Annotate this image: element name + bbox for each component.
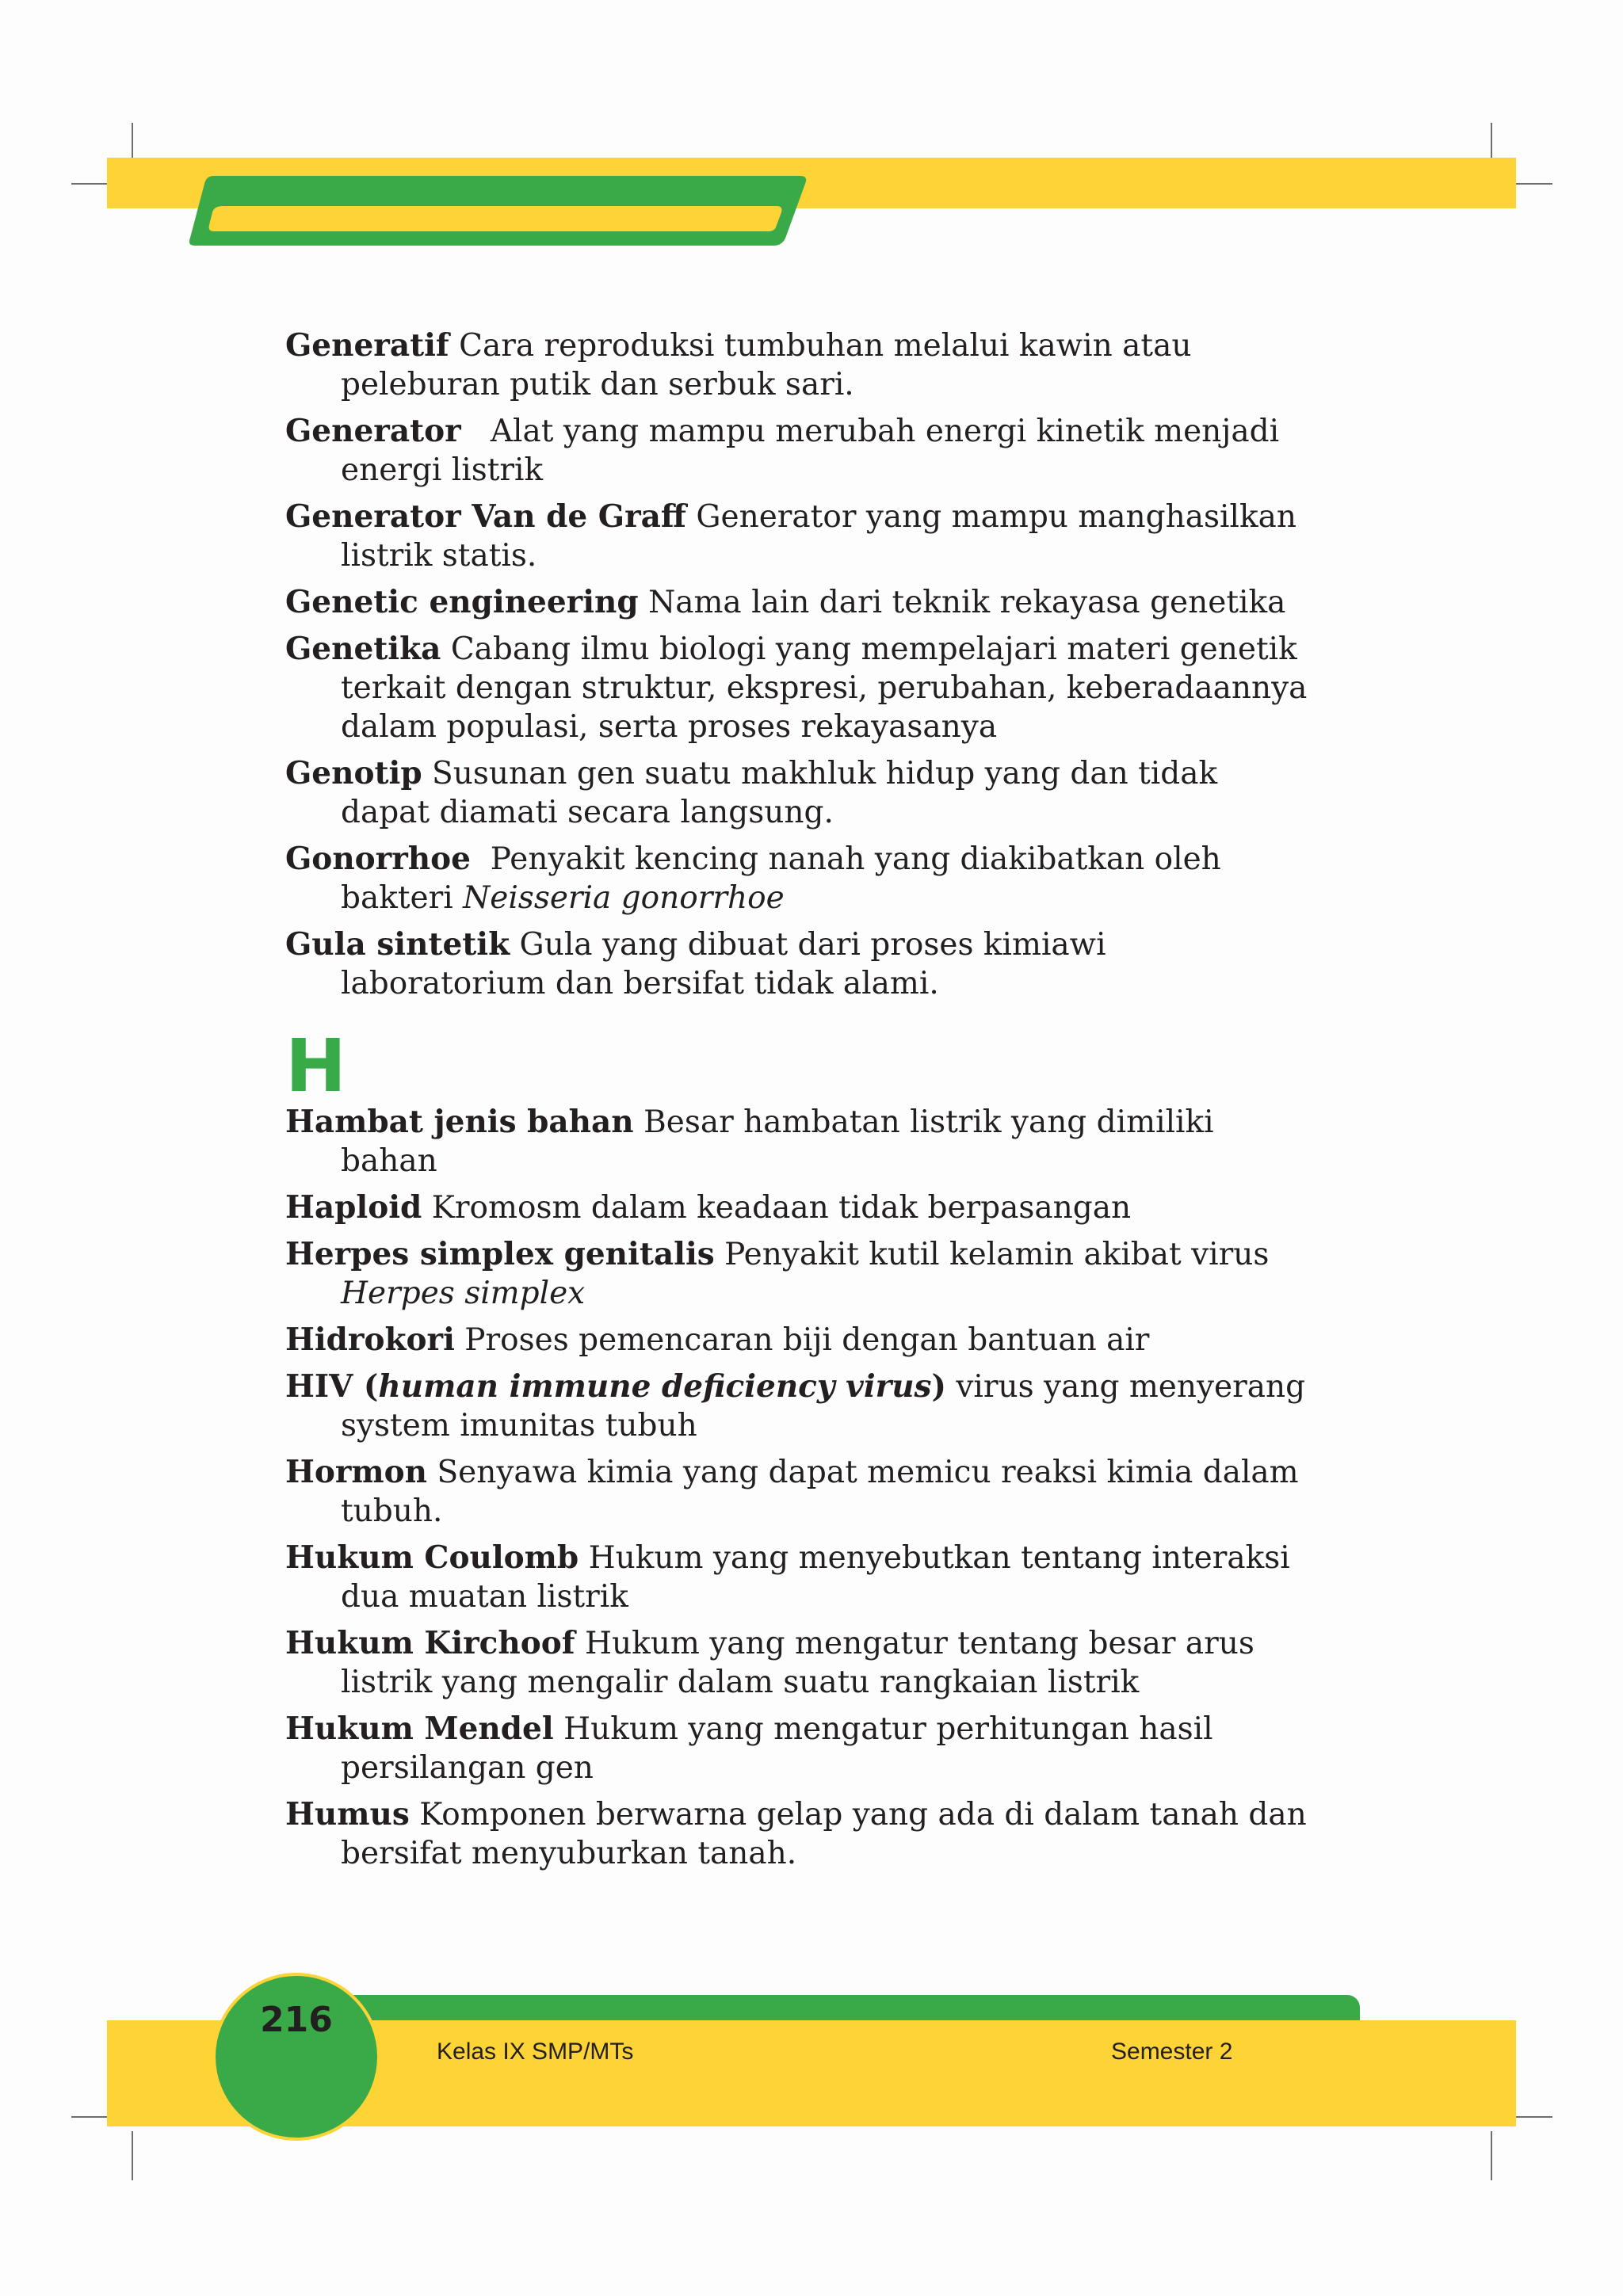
glossary-entry — [285, 583, 1316, 622]
glossary-entry — [285, 1710, 1316, 1787]
glossary-entry — [285, 1367, 1316, 1445]
glossary-definition: Senyawa kimia yang dapat memicu reaksi kimia dalam tubuh. — [341, 1455, 1299, 1529]
glossary-term: Genetika — [285, 631, 441, 667]
footer-stripe — [349, 1995, 1360, 2020]
scientific-name: Herpes simplex — [341, 1276, 586, 1311]
glossary-term: Gula sintetik — [285, 926, 510, 963]
glossary-term: Hukum Kirchoof — [285, 1625, 575, 1661]
glossary-definition: Penyakit kutil kelamin akibat virus — [724, 1237, 1270, 1272]
glossary-entry — [285, 630, 1316, 746]
glossary-definition: virus yang menyerang system imunitas tubuh — [341, 1369, 1306, 1444]
page-number-badge — [212, 1973, 380, 2141]
glossary-term: Herpes simplex genitalis — [285, 1236, 715, 1272]
glossary-term: Genetic engineering — [285, 584, 639, 620]
glossary-entry — [285, 498, 1316, 575]
glossary-entry — [285, 1321, 1316, 1360]
header-tab — [184, 173, 808, 249]
glossary-term: Generator — [285, 413, 461, 449]
glossary-definition: Kromosm dalam keadaan tidak berpasangan — [431, 1190, 1132, 1226]
glossary-entry — [285, 1539, 1316, 1616]
book-title: Kelas IX SMP/MTs — [437, 2039, 634, 2065]
glossary-term: Hormon — [285, 1454, 428, 1490]
glossary-definition: Generator yang mampu manghasilkan listrik statis. — [341, 499, 1296, 574]
glossary-term: Generator Van de Graff — [285, 498, 686, 535]
glossary-entry — [285, 1103, 1316, 1180]
glossary-entry — [285, 412, 1316, 490]
crop-mark — [132, 2131, 133, 2180]
glossary-definition: Nama lain dari teknik rekayasa genetika — [648, 585, 1286, 620]
glossary-term: Hukum Coulomb — [285, 1539, 579, 1576]
semester-label: Semester 2 — [1111, 2039, 1233, 2065]
glossary-entry — [285, 840, 1316, 917]
glossary-definition: Hukum yang mengatur perhitungan hasil persilangan gen — [341, 1711, 1213, 1786]
glossary-term: Generatif — [285, 327, 449, 364]
glossary-entry — [285, 1188, 1316, 1227]
section-letter-heading: H — [285, 1024, 346, 1108]
scientific-name: Neisseria gonorrhoe — [463, 880, 785, 916]
glossary-definition: Penyakit kencing nanah yang diakibatkan oleh bakteri — [341, 841, 1221, 916]
glossary-term-close: ) — [931, 1368, 946, 1405]
glossary-definition: Cara reproduksi tumbuhan melalui kawin atau peleburan putik dan serbuk sari. — [341, 328, 1192, 402]
glossary-entry — [285, 925, 1316, 1003]
glossary-entry — [285, 1235, 1316, 1313]
glossary-entry — [285, 1795, 1316, 1873]
glossary-definition: Hukum yang menyebutkan tentang interaksi dua muatan listrik — [341, 1540, 1290, 1615]
glossary-definition: Komponen berwarna gelap yang ada di dalam tanah dan bersifat menyuburkan tanah. — [341, 1797, 1307, 1871]
glossary-term: Haploid — [285, 1189, 422, 1226]
glossary-definition: Cabang ilmu biologi yang mempelajari materi genetik terkait dengan struktur, ekspresi, perubahan, keberadaannya dalam populasi, serta proses rekayasanya — [341, 631, 1308, 745]
glossary-definition: Besar hambatan listrik yang dimiliki bahan — [341, 1104, 1214, 1179]
glossary-entry — [285, 326, 1316, 404]
glossary-definition: Susunan gen suatu makhluk hidup yang dan tidak dapat diamati secara langsung. — [341, 756, 1218, 830]
page-number: 216 — [260, 2000, 333, 2040]
glossary-term: Gonorrhoe — [285, 841, 471, 877]
glossary-term: Humus — [285, 1796, 410, 1833]
glossary-definition: Hukum yang mengatur tentang besar arus listrik yang mengalir dalam suatu rangkaian listrik — [341, 1626, 1254, 1700]
glossary-definition: Alat yang mampu merubah energi kinetik menjadi energi listrik — [341, 414, 1280, 488]
glossary-entry — [285, 1624, 1316, 1702]
glossary-term: Hidrokori — [285, 1322, 455, 1358]
glossary-term: Genotip — [285, 755, 422, 791]
glossary-entry — [285, 1453, 1316, 1531]
glossary — [285, 326, 1316, 1873]
glossary-term: Hukum Mendel — [285, 1711, 554, 1747]
glossary-definition: Gula yang dibuat dari proses kimiawi laboratorium dan bersifat tidak alami. — [341, 927, 1106, 1001]
glossary-entry — [285, 754, 1316, 832]
glossary-term-italic: human immune deficiency virus — [378, 1368, 932, 1405]
glossary-section-g — [285, 326, 1316, 1003]
glossary-section-h — [285, 1024, 1316, 1873]
glossary-definition: Proses pemencaran biji dengan bantuan air — [464, 1322, 1150, 1358]
glossary-term: Hambat jenis bahan — [285, 1104, 634, 1140]
crop-mark — [1491, 2131, 1492, 2180]
glossary-term: HIV ( — [285, 1368, 379, 1405]
